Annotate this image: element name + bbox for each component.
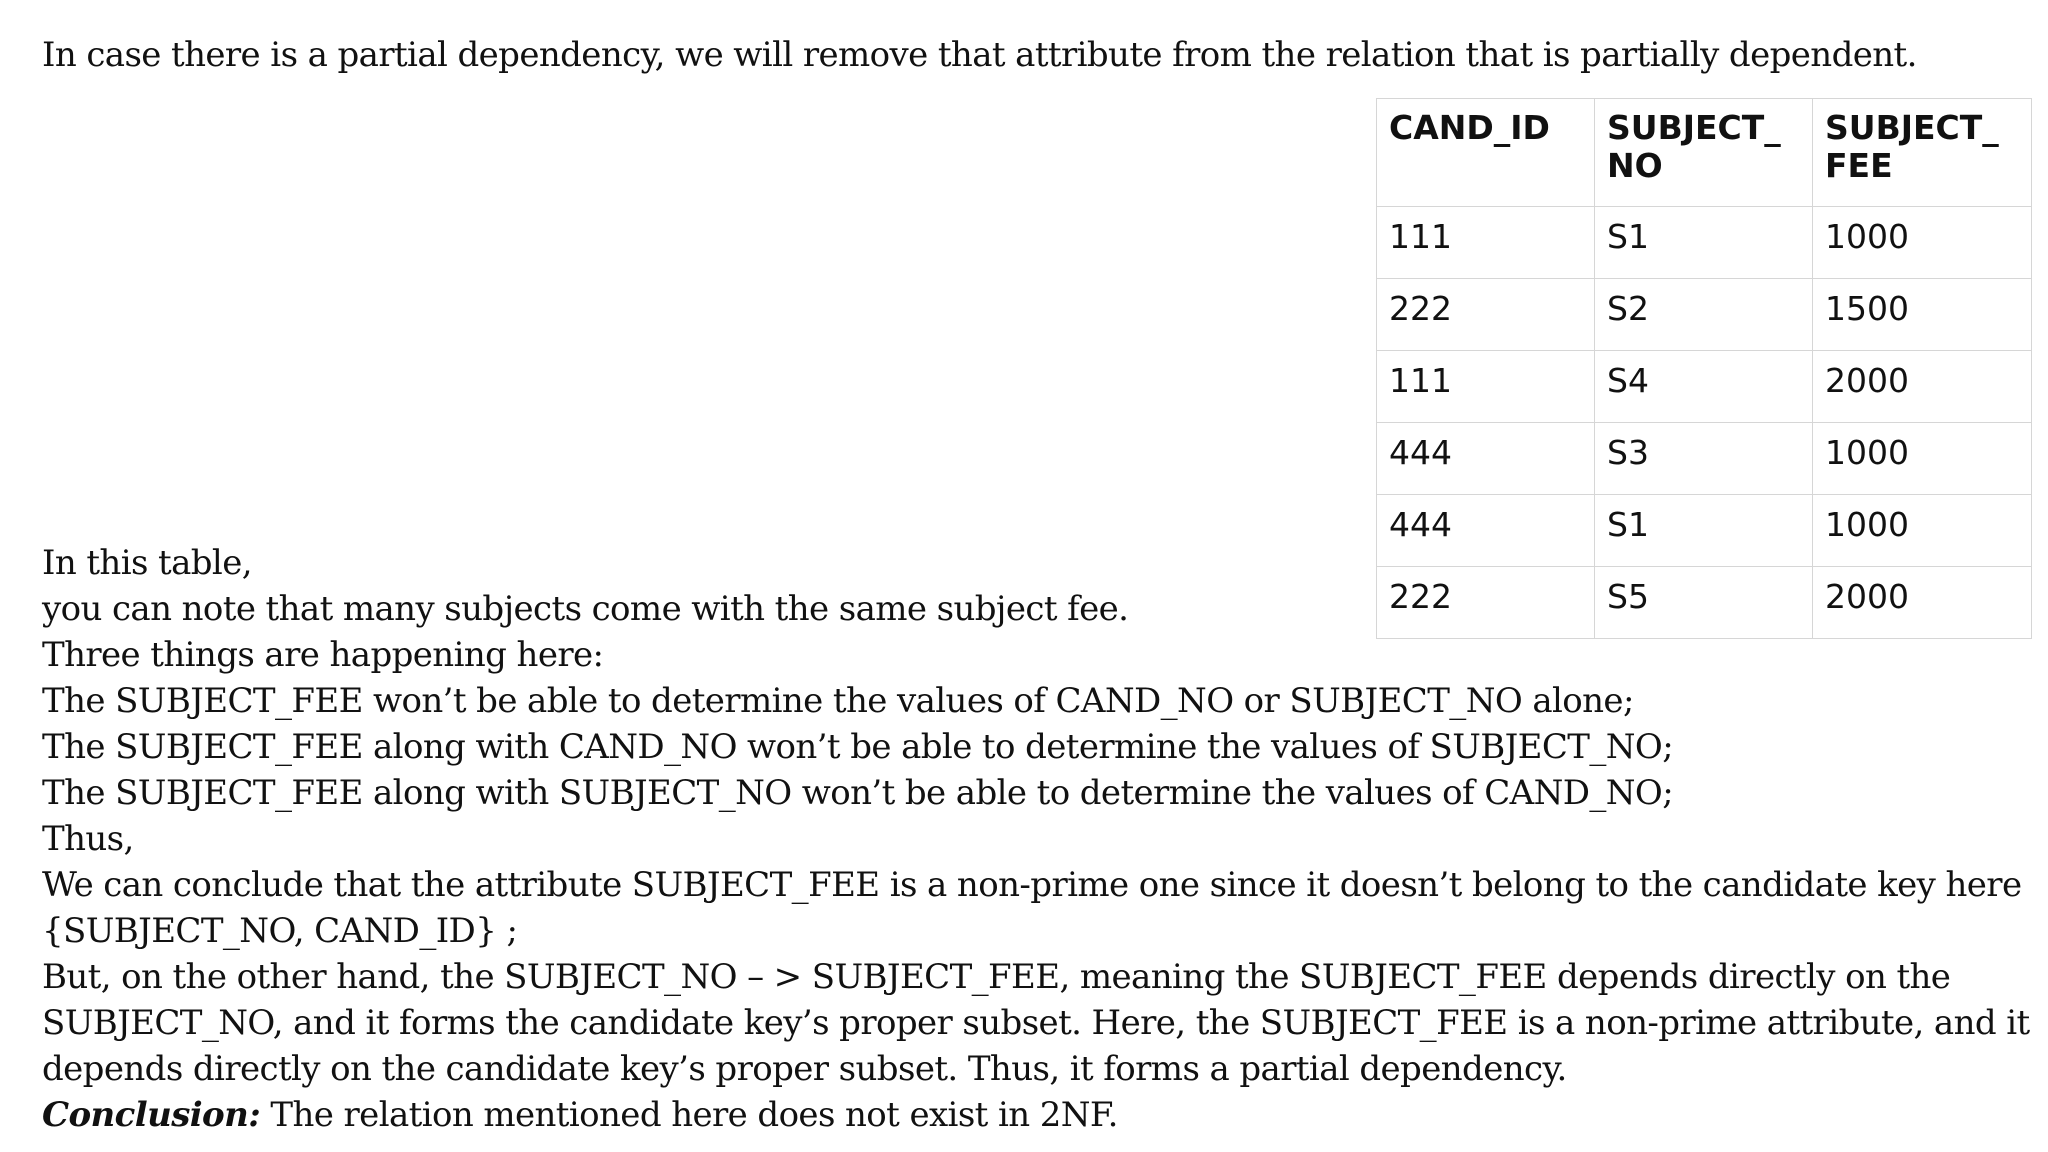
table-cell: 1000 [1813,495,2032,567]
text-line: We can conclude that the attribute SUBJECT_FEE is a non-prime one since it doesn’t belong to the candidate key here [42,865,2022,905]
explanation-text [42,540,2030,1138]
table-cell: 222 [1377,567,1595,639]
text-line: In this table, [42,543,252,583]
text-line: {SUBJECT_NO, CAND_ID} ; [42,911,518,951]
table-cell: S1 [1595,495,1813,567]
conclusion-text: The relation mentioned here does not exist in 2NF. [260,1095,1118,1135]
table-cell: 111 [1377,207,1595,279]
table-cell: S2 [1595,279,1813,351]
table-header-row [1377,99,2032,207]
table-cell: S4 [1595,351,1813,423]
text-line: The SUBJECT_FEE along with CAND_NO won’t be able to determine the values of SUBJECT_NO; [42,727,1674,767]
text-line: The SUBJECT_FEE along with SUBJECT_NO won’t be able to determine the values of CAND_NO; [42,773,1674,813]
table-cell: 222 [1377,279,1595,351]
table-row [1377,207,2032,279]
text-line: Thus, [42,819,134,859]
table-cell: 2000 [1813,351,2032,423]
column-header-cand-id: CAND_ID [1377,99,1595,207]
text-line: depends directly on the candidate key’s proper subset. Thus, it forms a partial dependency. [42,1049,1567,1089]
table-cell: 444 [1377,495,1595,567]
text-line: But, on the other hand, the SUBJECT_NO – > SUBJECT_FEE, meaning the SUBJECT_FEE depends directly on the [42,957,1951,997]
table-cell: 2000 [1813,567,2032,639]
table-row [1377,351,2032,423]
table-cell: 444 [1377,423,1595,495]
column-header-subject-fee: SUBJECT_FEE [1813,99,2032,207]
table-row [1377,279,2032,351]
text-line: The SUBJECT_FEE won’t be able to determine the values of CAND_NO or SUBJECT_NO alone; [42,681,1634,721]
table-cell: 1000 [1813,207,2032,279]
text-line: SUBJECT_NO, and it forms the candidate key’s proper subset. Here, the SUBJECT_FEE is a non-prime attribute, and it [42,1003,2030,1043]
conclusion-label: Conclusion: [42,1095,261,1135]
table-cell: 111 [1377,351,1595,423]
table-cell: 1000 [1813,423,2032,495]
table-row [1377,423,2032,495]
table-cell: 1500 [1813,279,2032,351]
text-line: Three things are happening here: [42,635,604,675]
table-cell: S5 [1595,567,1813,639]
conclusion-line [42,1092,2002,1138]
intro-paragraph: In case there is a partial dependency, we will remove that attribute from the relation that is partially dependent. [42,35,1917,75]
table-cell: S3 [1595,423,1813,495]
text-line: you can note that many subjects come with the same subject fee. [42,589,1129,629]
table-cell: S1 [1595,207,1813,279]
column-header-subject-no: SUBJECT_NO [1595,99,1813,207]
